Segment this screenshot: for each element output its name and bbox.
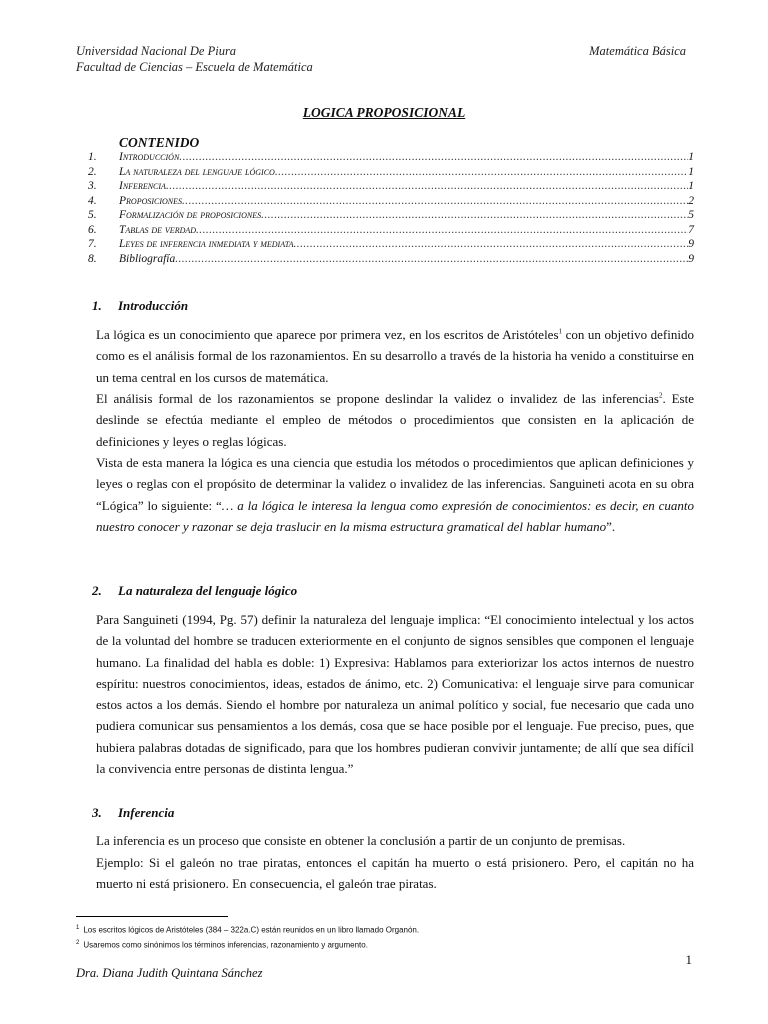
toc-item-formalizacion[interactable] (88, 209, 694, 224)
footnote-mark: 1 (76, 925, 80, 931)
text-run: . Este deslinde se efectúa mediante el empleo de métodos o procedimientos que consisten en la aplicación de definiciones y leyes o reglas lógicas. (96, 391, 694, 449)
toc-item-page: 7 (688, 223, 694, 236)
course-name: Matemática Básica (589, 44, 686, 58)
toc-item-page: 9 (688, 252, 694, 265)
section-number: 2. (92, 583, 102, 598)
page-number: 1 (685, 952, 692, 967)
paragraph: La inferencia es un proceso que consiste en obtener la conclusión a partir de un conjunto de premisas. (96, 833, 626, 848)
footnote-2 (76, 937, 419, 952)
toc-leader-dots (179, 151, 688, 163)
toc-heading: CONTENIDO (119, 135, 200, 150)
toc-item-leyes[interactable] (88, 238, 694, 253)
section-number: 3. (92, 805, 102, 820)
toc-item-tablas[interactable] (88, 224, 694, 239)
paragraph (96, 324, 694, 388)
toc-item-number: 3. (88, 180, 97, 192)
footnote-1 (76, 922, 419, 937)
toc-leader-dots (275, 166, 688, 178)
toc-item-label: Bibliografía (119, 252, 176, 265)
section-title: Introducción (118, 298, 189, 313)
toc-item-page: 2 (688, 194, 694, 207)
toc-item-introduccion[interactable] (88, 151, 694, 166)
toc-leader-dots (182, 195, 688, 207)
toc-item-naturaleza[interactable] (88, 166, 694, 181)
faculty-name: Facultad de Ciencias – Escuela de Matemática (76, 60, 313, 74)
toc-item-label: Leyes de inferencia inmediata y mediata (119, 238, 294, 250)
document-title: LOGICA PROPOSICIONAL (302, 105, 466, 120)
toc-item-label: Formalización de proposiciones (119, 209, 262, 221)
toc-leader-dots (196, 224, 688, 236)
toc-item-bibliografia[interactable] (88, 253, 694, 268)
toc-item-page: 5 (688, 209, 694, 221)
toc-item-page: 1 (688, 151, 694, 163)
footnote-text: Los escritos lógicos de Aristóteles (384 – 322a.C) están reunidos en un libro llamado Organón. (83, 925, 420, 935)
section-heading-introduccion (92, 298, 188, 314)
toc-leader-dots (166, 180, 688, 192)
section-title: La naturaleza del lenguaje lógico (118, 583, 298, 598)
paragraph (96, 452, 694, 537)
footnote-text: Usaremos como sinónimos los términos inferencias, razonamiento y argumento. (83, 940, 368, 950)
toc-item-number: 1. (88, 151, 97, 163)
paragraph: Ejemplo: Si el galeón no trae piratas, entonces el capitán ha muerto o está prisionero. Pero, el capitán no ha muerto ni está prisionero. En consecuencia, el galeón trae piratas. (96, 855, 694, 892)
toc-item-number: 6. (88, 223, 97, 236)
toc-item-page: 1 (688, 180, 694, 192)
text-run: Vista de esta manera la lógica es una ciencia que estudia los métodos o procedimientos que aplican definiciones y leyes o reglas con el propósito de determinar la validez o invalidez de las inferencias. Sanguineti acota en su obra “Lógica” lo siguiente: “ (96, 455, 694, 513)
text-run: ”. (606, 518, 616, 534)
paragraph: Para Sanguineti (1994, Pg. 57) definir la naturaleza del lenguaje implica: “El conocimiento intelectual y los actos de la voluntad del hombre se traducen exteriormente en el conjunto de signos sensibles que componen el lenguaje humano. La finalidad del habla es doble: 1) Expresiva: Hablamos para exteriorizar los actos internos de nuestro espíritu: nuestros conocimientos, ideas, estados de ánimo, etc. 2) Comunicativa: el lenguaje sirve para comunicar estos actos a los demás. Siendo el hombre por naturaleza un animal político y social, fue necesario que cada uno pudiera comunicar sus pensamientos a los demás, cosa que se hace posible por el lenguaje. Fue preciso, pues, que hubiera palabras dotadas de significado, para que los hombres pudieran convivir juntamente; de allí que sea difícil la convivencia entre personas de distinta lengua.” (96, 612, 694, 777)
toc-item-page: 1 (688, 165, 694, 178)
toc-item-page: 9 (688, 238, 694, 250)
toc-item-label: Proposiciones (119, 194, 183, 207)
toc-item-proposiciones[interactable] (88, 195, 694, 210)
footnotes (76, 922, 419, 951)
toc-item-inferencia[interactable] (88, 180, 694, 195)
footnote-ref[interactable]: 1 (558, 327, 563, 336)
toc-item-number: 5. (88, 209, 97, 221)
toc-leader-dots (261, 209, 688, 221)
header-left (76, 43, 313, 75)
toc-item-number: 2. (88, 165, 97, 178)
text-run: con un objetivo definido como es el análisis formal de los razonamientos. En su desarrollo a través de la historia ha venido a constituirse en un tema central en los cursos de matemática. (96, 327, 694, 385)
quote-text: … a la lógica le interesa la lengua como expresión de conocimientos: es decir, en cuanto nuestro conocer y razonar se deja traslucir en la misma estructura gramatical del hablar humano (96, 497, 694, 534)
footer-author: Dra. Diana Judith Quintana Sánchez (76, 966, 263, 980)
paragraph (96, 388, 694, 452)
section-number: 1. (92, 298, 102, 313)
footnote-ref[interactable]: 2 (658, 391, 663, 400)
toc-item-number: 4. (88, 194, 97, 207)
toc-item-label: Introducción (119, 151, 180, 163)
university-name: Universidad Nacional De Piura (76, 44, 237, 58)
toc-item-number: 8. (88, 252, 97, 265)
toc-item-number: 7. (88, 238, 97, 250)
table-of-contents (88, 151, 694, 267)
section-heading-inferencia (92, 805, 174, 821)
toc-item-label: La naturaleza del lenguaje lógico (119, 165, 275, 178)
section-title: Inferencia (118, 805, 175, 820)
footnote-divider (76, 916, 228, 917)
footnote-mark: 2 (76, 939, 80, 946)
toc-leader-dots (175, 253, 688, 265)
section-heading-naturaleza (92, 583, 297, 599)
toc-leader-dots (294, 238, 689, 250)
text-run: La lógica es un conocimiento que aparece por primera vez, en los escritos de Aristóteles (96, 327, 559, 342)
toc-item-label: Tablas de verdad (119, 223, 197, 236)
text-run: El análisis formal de los razonamientos se propone deslindar la validez o invalidez de las inferencias (96, 391, 659, 406)
toc-item-label: Inferencia (119, 180, 166, 192)
